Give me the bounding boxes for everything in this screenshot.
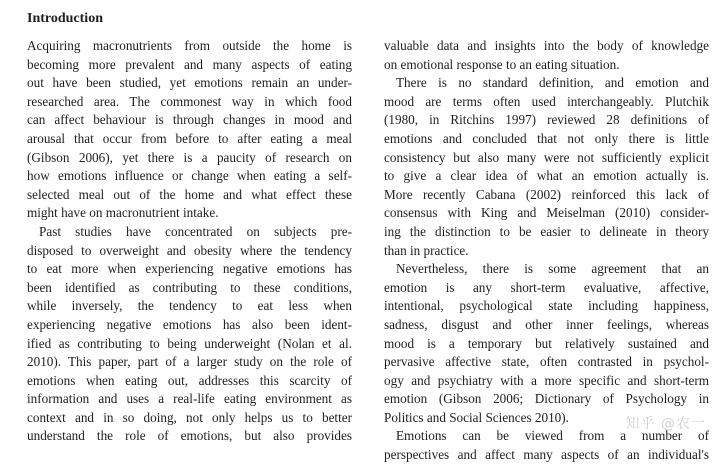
text-line: emotions and concluded that not only there is little bbox=[384, 130, 709, 146]
left-text-column bbox=[27, 37, 352, 446]
text-line: consistency but also many were not sufficiently explicit bbox=[384, 149, 709, 165]
text-line: context and in so doing, not only helps us to better bbox=[27, 409, 352, 425]
text-line: ified as contributing to being underweight (Nolan et al. bbox=[27, 335, 352, 351]
text-line: pervasive affective state, often contrasted in psychol- bbox=[384, 354, 709, 370]
text-line: Emotions can be viewed from a number of bbox=[396, 428, 709, 444]
text-line: Acquiring macronutrients from outside the home is bbox=[27, 38, 352, 53]
text-line: than in practice. bbox=[384, 242, 469, 258]
text-line: intentional, psychological state including happiness, bbox=[384, 298, 709, 314]
text-line: ing the distinction to be easier to delineate in theory bbox=[384, 223, 709, 239]
section-heading: Introduction bbox=[27, 11, 103, 26]
text-line: emotion (Gibson 2006; Dictionary of Psychology in bbox=[384, 391, 709, 407]
text-line: on emotional response to an eating situation. bbox=[384, 56, 620, 72]
text-line: out have been studied, yet emotions remain an under- bbox=[27, 75, 352, 91]
text-line: sadness, disgust and other inner feelings, whereas bbox=[384, 316, 709, 332]
text-line: how emotions influence or change when eating a self- bbox=[27, 168, 352, 184]
text-line: to eat more when experiencing negative emotions has bbox=[27, 261, 352, 277]
text-line: More recently Cabana (2002) reinforced this lack of bbox=[384, 186, 709, 202]
text-line: understand the role of emotions, but also provides bbox=[27, 428, 352, 444]
text-line: There is no standard definition, and emotion and bbox=[396, 75, 709, 91]
text-line: Past studies have concentrated on subjects pre- bbox=[39, 223, 352, 239]
text-line: been identified as contributing to these conditions, bbox=[27, 279, 352, 295]
text-line: (1980, in Ritchins 1997) reviewed 28 definitions of bbox=[384, 112, 709, 128]
text-line: emotion is any short-term evaluative, affective, bbox=[384, 279, 709, 295]
text-line: valuable data and insights into the body of knowledge bbox=[384, 38, 709, 53]
text-line: disposed to overweight and obesity where the tendency bbox=[27, 242, 352, 258]
text-line: Nevertheless, there is some agreement that an bbox=[396, 261, 709, 277]
text-line: researched area. The commonest way in which food bbox=[27, 93, 352, 109]
text-line: consensus with King and Meiselman (2010) consider- bbox=[384, 205, 709, 221]
text-line: information and uses a real-life eating environment as bbox=[27, 391, 352, 407]
text-line: perspectives and affect many aspects of an individual's bbox=[384, 447, 709, 463]
text-line: arousal that occur from before to after eating a meal bbox=[27, 130, 352, 146]
text-line: emotions when eating out, addresses this scarcity of bbox=[27, 372, 352, 388]
watermark: 知乎 @农一 bbox=[625, 416, 706, 432]
text-line: while inversely, the tendency to eat less when bbox=[27, 298, 352, 314]
right-text-column bbox=[384, 37, 709, 465]
text-line: 2010). This paper, part of a larger study on the role of bbox=[27, 354, 352, 370]
text-line: mood is a temporary but relatively sustained and bbox=[384, 335, 709, 351]
text-line: might have on macronutrient intake. bbox=[27, 205, 219, 221]
text-line: becoming more prevalent and many aspects of eating bbox=[27, 56, 352, 72]
text-line: selected meal out of the home and what effect these bbox=[27, 186, 352, 202]
text-line: Politics and Social Sciences 2010). bbox=[384, 409, 569, 425]
text-line: experiencing negative emotions has also been ident- bbox=[27, 316, 352, 332]
text-line: ogy and psychiatry with a more specific and short-term bbox=[384, 372, 709, 388]
text-line: mood are terms often used interchangeably. Plutchik bbox=[384, 93, 709, 109]
text-line: (Gibson 2006), yet there is a paucity of research on bbox=[27, 149, 352, 165]
text-line: to give a clear idea of what an emotion actually is. bbox=[384, 168, 709, 184]
text-line: can affect behaviour is through changes in mood and bbox=[27, 112, 352, 128]
